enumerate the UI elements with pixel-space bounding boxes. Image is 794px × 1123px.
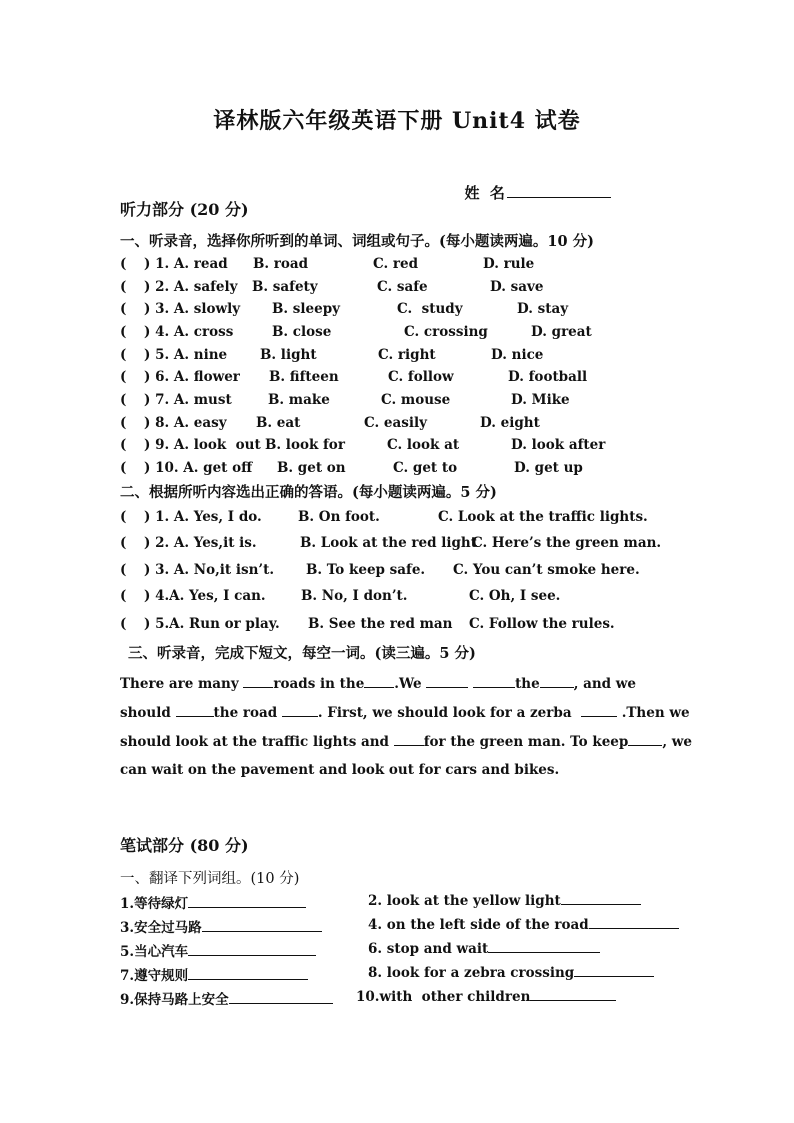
question-option-b: B. See the red man xyxy=(308,616,453,632)
question-option-c: C. follow xyxy=(388,369,454,385)
translation-row xyxy=(120,964,660,984)
question-option-c: C. get to xyxy=(393,460,458,476)
question-option-a: ) 2. A. Yes,it is. xyxy=(144,535,257,551)
translation-prompt: 7.遵守规则 xyxy=(120,968,189,984)
translation-item-right xyxy=(368,940,600,957)
passage-blank[interactable] xyxy=(426,675,468,688)
translation-item-left xyxy=(120,916,322,936)
question-option-a: ) 4.A. Yes, I can. xyxy=(144,588,266,604)
answer-blank[interactable] xyxy=(188,895,306,908)
section3-heading: 三、听录音，完成下短文，每空一词。(读三遍。5 分) xyxy=(128,645,476,662)
answer-paren[interactable]: ( xyxy=(120,392,127,408)
passage-blank[interactable] xyxy=(282,704,318,717)
passage-text: , and we xyxy=(573,676,637,692)
answer-paren[interactable]: ( xyxy=(120,256,127,272)
passage-text: .Then we xyxy=(621,705,690,721)
translation-prompt: 9.保持马路上安全 xyxy=(120,992,229,1008)
answer-blank[interactable] xyxy=(188,967,308,980)
question-option-d: D. eight xyxy=(480,415,540,431)
passage-text: should xyxy=(120,705,171,721)
answer-paren[interactable]: ( xyxy=(120,347,127,363)
question-option-b: B. safety xyxy=(252,279,318,295)
listening-heading: 听力部分 (20 分) xyxy=(120,200,249,219)
question-option-c: C. mouse xyxy=(381,392,451,408)
question-option-c: C. Follow the rules. xyxy=(469,616,615,632)
answer-paren[interactable]: ( xyxy=(120,415,127,431)
question-option-d: D. great xyxy=(531,324,592,340)
passage-line-3 xyxy=(120,733,692,750)
passage-text: .We xyxy=(394,676,422,692)
translation-row xyxy=(120,916,660,936)
translation-prompt: 6. stop and wait xyxy=(368,941,489,957)
name-field[interactable] xyxy=(454,164,611,203)
answer-paren[interactable]: ( xyxy=(120,509,127,525)
passage-line-1 xyxy=(120,675,650,692)
translation-prompt: 10.with other children xyxy=(356,989,531,1005)
answer-paren[interactable]: ( xyxy=(120,535,127,551)
question-option-b: B. No, I don’t. xyxy=(301,588,408,604)
passage-blank[interactable] xyxy=(364,675,394,688)
question-option-b: B. Look at the red light xyxy=(300,535,477,551)
answer-blank[interactable] xyxy=(188,943,316,956)
question-option-a: ) 1. A. read xyxy=(144,256,228,272)
question-option-a: ) 6. A. flower xyxy=(144,369,240,385)
question-option-b: B. On foot. xyxy=(298,509,380,525)
translation-item-right xyxy=(356,988,616,1005)
answer-paren[interactable]: ( xyxy=(120,437,127,453)
question-option-b: B. eat xyxy=(256,415,301,431)
passage-text: the road xyxy=(213,705,278,721)
question-option-b: B. To keep safe. xyxy=(306,562,426,578)
question-option-d: D. nice xyxy=(491,347,544,363)
question-option-c: C. look at xyxy=(387,437,460,453)
question-option-a: ) 3. A. slowly xyxy=(144,301,241,317)
question-option-a: ) 10. A. get off xyxy=(144,460,253,476)
question-option-a: ) 8. A. easy xyxy=(144,415,227,431)
question-option-a: ) 5. A. nine xyxy=(144,347,228,363)
answer-paren[interactable]: ( xyxy=(120,369,127,385)
passage-blank[interactable] xyxy=(243,675,273,688)
translation-prompt: 8. look for a zebra crossing xyxy=(368,965,575,981)
page-title: 译林版六年级英语下册 Unit4 试卷 xyxy=(213,108,581,134)
question-option-b: B. close xyxy=(272,324,332,340)
answer-paren[interactable]: ( xyxy=(120,616,127,632)
translation-prompt: 2. look at the yellow light xyxy=(368,893,561,909)
name-label: 姓 名 xyxy=(464,184,505,202)
passage-text: There are many xyxy=(120,676,239,692)
answer-paren[interactable]: ( xyxy=(120,460,127,476)
question-option-c: C. You can’t smoke here. xyxy=(453,562,640,578)
passage-text: roads in the xyxy=(273,676,365,692)
question-option-b: B. road xyxy=(253,256,309,272)
translation-item-right xyxy=(368,892,641,909)
question-option-c: C. red xyxy=(373,256,419,272)
translation-prompt: 4. on the left side of the road xyxy=(368,917,589,933)
question-option-d: D. stay xyxy=(517,301,569,317)
passage-line-2 xyxy=(120,704,690,721)
section4-heading: 一、翻译下列词组。(10 分) xyxy=(120,871,300,887)
translation-prompt: 1.等待绿灯 xyxy=(120,896,189,912)
section1-heading: 一、听录音，选择你所听到的单词、词组或句子。(每小题读两遍。10 分) xyxy=(120,233,594,250)
translation-item-left xyxy=(120,964,308,984)
name-blank[interactable] xyxy=(507,183,611,198)
passage-text: . First, we should look for a zerba xyxy=(317,705,572,721)
passage-blank[interactable] xyxy=(581,704,617,717)
question-option-d: D. Mike xyxy=(511,392,570,408)
translation-item-right xyxy=(368,916,679,933)
question-option-a: ) 3. A. No,it isn’t. xyxy=(144,562,275,578)
question-option-d: D. football xyxy=(508,369,588,385)
question-option-d: D. save xyxy=(490,279,544,295)
question-option-c: C. Here’s the green man. xyxy=(472,535,662,551)
question-option-b: B. make xyxy=(268,392,330,408)
question-option-c: C. study xyxy=(397,301,463,317)
answer-paren[interactable]: ( xyxy=(120,562,127,578)
answer-paren[interactable]: ( xyxy=(120,301,127,317)
passage-blank[interactable] xyxy=(540,675,574,688)
passage-blank[interactable] xyxy=(628,733,662,746)
answer-paren[interactable]: ( xyxy=(120,279,127,295)
answer-blank[interactable] xyxy=(561,892,641,905)
passage-text: , we xyxy=(662,734,692,750)
question-option-a: ) 4. A. cross xyxy=(144,324,234,340)
passage-blank[interactable] xyxy=(394,733,424,746)
question-option-d: D. rule xyxy=(483,256,535,272)
question-option-c: C. easily xyxy=(364,415,427,431)
answer-blank[interactable] xyxy=(574,964,654,977)
passage-line-4: can wait on the pavement and look out for cars and bikes. xyxy=(120,762,560,778)
question-option-b: B. get on xyxy=(277,460,346,476)
answer-paren[interactable]: ( xyxy=(120,324,127,340)
translation-row xyxy=(120,988,660,1008)
answer-blank[interactable] xyxy=(202,919,322,932)
question-option-a: ) 1. A. Yes, I do. xyxy=(144,509,262,525)
translation-row xyxy=(120,940,660,960)
question-option-b: B. look for xyxy=(265,437,345,453)
question-option-a: ) 2. A. safely xyxy=(144,279,238,295)
translation-prompt: 3.安全过马路 xyxy=(120,920,202,936)
section2-heading: 二、根据所听内容选出正确的答语。(每小题读两遍。5 分) xyxy=(120,484,497,501)
passage-text: for the green man. To keep xyxy=(423,734,629,750)
written-heading: 笔试部分 (80 分) xyxy=(120,836,249,855)
answer-blank[interactable] xyxy=(488,940,600,953)
passage-blank[interactable] xyxy=(473,675,515,688)
question-option-a: ) 9. A. look out xyxy=(144,437,261,453)
answer-paren[interactable]: ( xyxy=(120,588,127,604)
answer-blank[interactable] xyxy=(589,916,679,929)
answer-blank[interactable] xyxy=(229,991,333,1004)
translation-item-right xyxy=(368,964,654,981)
translation-row xyxy=(120,892,660,912)
translation-prompt: 5.当心汽车 xyxy=(120,944,189,960)
translation-item-left xyxy=(120,940,316,960)
question-option-c: C. crossing xyxy=(404,324,488,340)
question-option-b: B. light xyxy=(260,347,317,363)
question-option-c: C. safe xyxy=(377,279,428,295)
passage-text: should look at the traffic lights and xyxy=(120,734,389,750)
passage-text: the xyxy=(515,676,540,692)
question-option-d: D. look after xyxy=(511,437,606,453)
question-option-c: C. right xyxy=(378,347,436,363)
question-option-a: ) 5.A. Run or play. xyxy=(144,616,280,632)
passage-blank[interactable] xyxy=(176,704,214,717)
answer-blank[interactable] xyxy=(530,988,616,1001)
question-option-b: B. sleepy xyxy=(272,301,341,317)
question-option-c: C. Look at the traffic lights. xyxy=(438,509,648,525)
translation-item-left xyxy=(120,988,333,1008)
translation-item-left xyxy=(120,892,306,912)
question-option-c: C. Oh, I see. xyxy=(469,588,561,604)
question-option-b: B. fifteen xyxy=(269,369,339,385)
question-option-d: D. get up xyxy=(514,460,583,476)
question-option-a: ) 7. A. must xyxy=(144,392,232,408)
